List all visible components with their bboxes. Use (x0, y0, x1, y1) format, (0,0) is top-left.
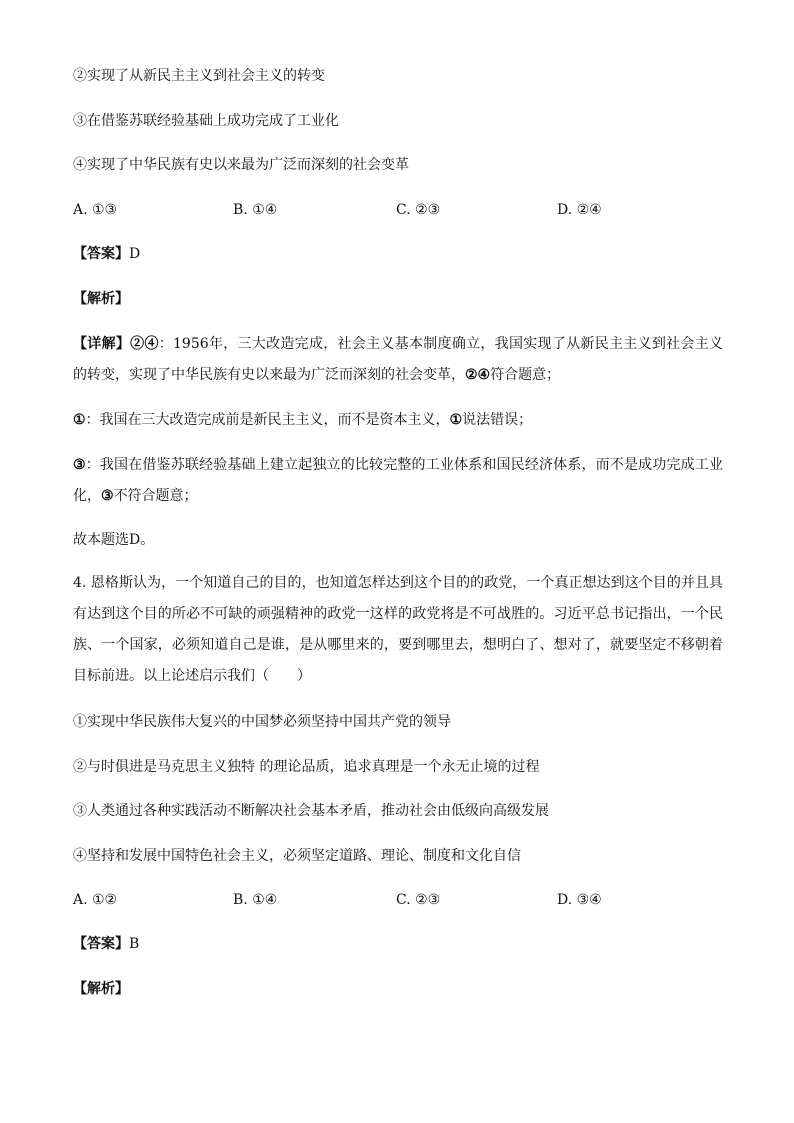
q3-item-2: ②实现了从新民主主义到社会主义的转变 (73, 68, 325, 84)
q4-analysis-heading (73, 979, 129, 999)
q4-option-c: C. ②③ (396, 892, 441, 908)
q3-option-a: A. ①③ (73, 202, 118, 218)
q3-detail-paragraph (73, 329, 723, 391)
q3-answer (73, 244, 140, 264)
answer-value: B (129, 936, 140, 952)
q3-option-b: B. ①④ (233, 202, 278, 218)
q4-item-4: ④坚持和发展中国特色社会主义，必须坚定道路、理论、制度和文化自信 (73, 848, 521, 864)
point1-tail: 说法错误； (462, 412, 533, 428)
point1-text: ：我国在三大改造完成前是新民主主义，而不是资本主义， (85, 412, 450, 428)
detail-tag: 【详解】 (73, 336, 131, 352)
point3-tail: 不符合题意； (113, 488, 198, 504)
point3-ref-2: ③ (101, 488, 114, 504)
q4-option-d: D. ③④ (557, 892, 602, 908)
q3-point-1 (73, 410, 532, 430)
q4-item-2: ②与时俱进是马克思主义独特 的理论品质，追求真理是一个永无止境的过程 (73, 759, 540, 775)
detail-tail: 符合题意； (490, 367, 561, 383)
q3-conclusion: 故本题选D。 (73, 532, 155, 548)
detail-ref-2: ②④ (465, 367, 491, 383)
q4-answer (73, 934, 139, 954)
q3-analysis-heading (73, 289, 129, 309)
q4-item-1: ①实现中华民族伟大复兴的中国梦必须坚持中国共产党的领导 (73, 714, 451, 730)
q4-option-a: A. ①② (73, 892, 118, 908)
answer-value: D (129, 246, 141, 262)
detail-text: ：1956年，三大改造完成，社会主义基本制度确立，我国实现了从新民主主义到社会主义的转变，实现了中华民族有史以来最为广泛而深刻的社会变革， (73, 336, 723, 383)
q3-option-d: D. ②④ (557, 202, 602, 218)
q4-stem: 4. 恩格斯认为，一个知道自己的目的，也知道怎样达到这个目的的政党，一个真正想达到这个目的并且具有达到这个目的所必不可缺的顽强精神的政党一这样的政党将是不可战胜的。习近平总书记指出，一个民族、一个国家，必须知道自己是谁，是从哪里来的，要到哪里去，想明白了、想对了，就要坚定不移朝着目标前进。以上论述启示我们（ ） (73, 575, 723, 684)
point3-text: ：我国在借鉴苏联经验基础上建立起独立的比较完整的工业体系和国民经济体系，而不是成功完成工业化， (73, 457, 723, 504)
point1-ref: ① (73, 412, 86, 428)
answer-tag: 【答案】 (73, 936, 129, 952)
q3-option-c: C. ②③ (396, 202, 441, 218)
q3-item-3: ③在借鉴苏联经验基础上成功完成了工业化 (73, 113, 339, 129)
q4-option-b: B. ①④ (233, 892, 278, 908)
q4-item-3: ③人类通过各种实践活动不断解决社会基本矛盾，推动社会由低级向高级发展 (73, 803, 549, 819)
q3-point-3 (73, 450, 723, 512)
analysis-tag: 【解析】 (73, 981, 129, 997)
answer-tag: 【答案】 (73, 246, 129, 262)
detail-ref: ②④ (130, 336, 159, 352)
point3-ref: ③ (73, 457, 86, 473)
q3-item-4: ④实现了中华民族有史以来最为广泛而深刻的社会变革 (73, 157, 409, 173)
point1-ref-2: ① (449, 412, 463, 428)
analysis-tag: 【解析】 (73, 291, 129, 307)
